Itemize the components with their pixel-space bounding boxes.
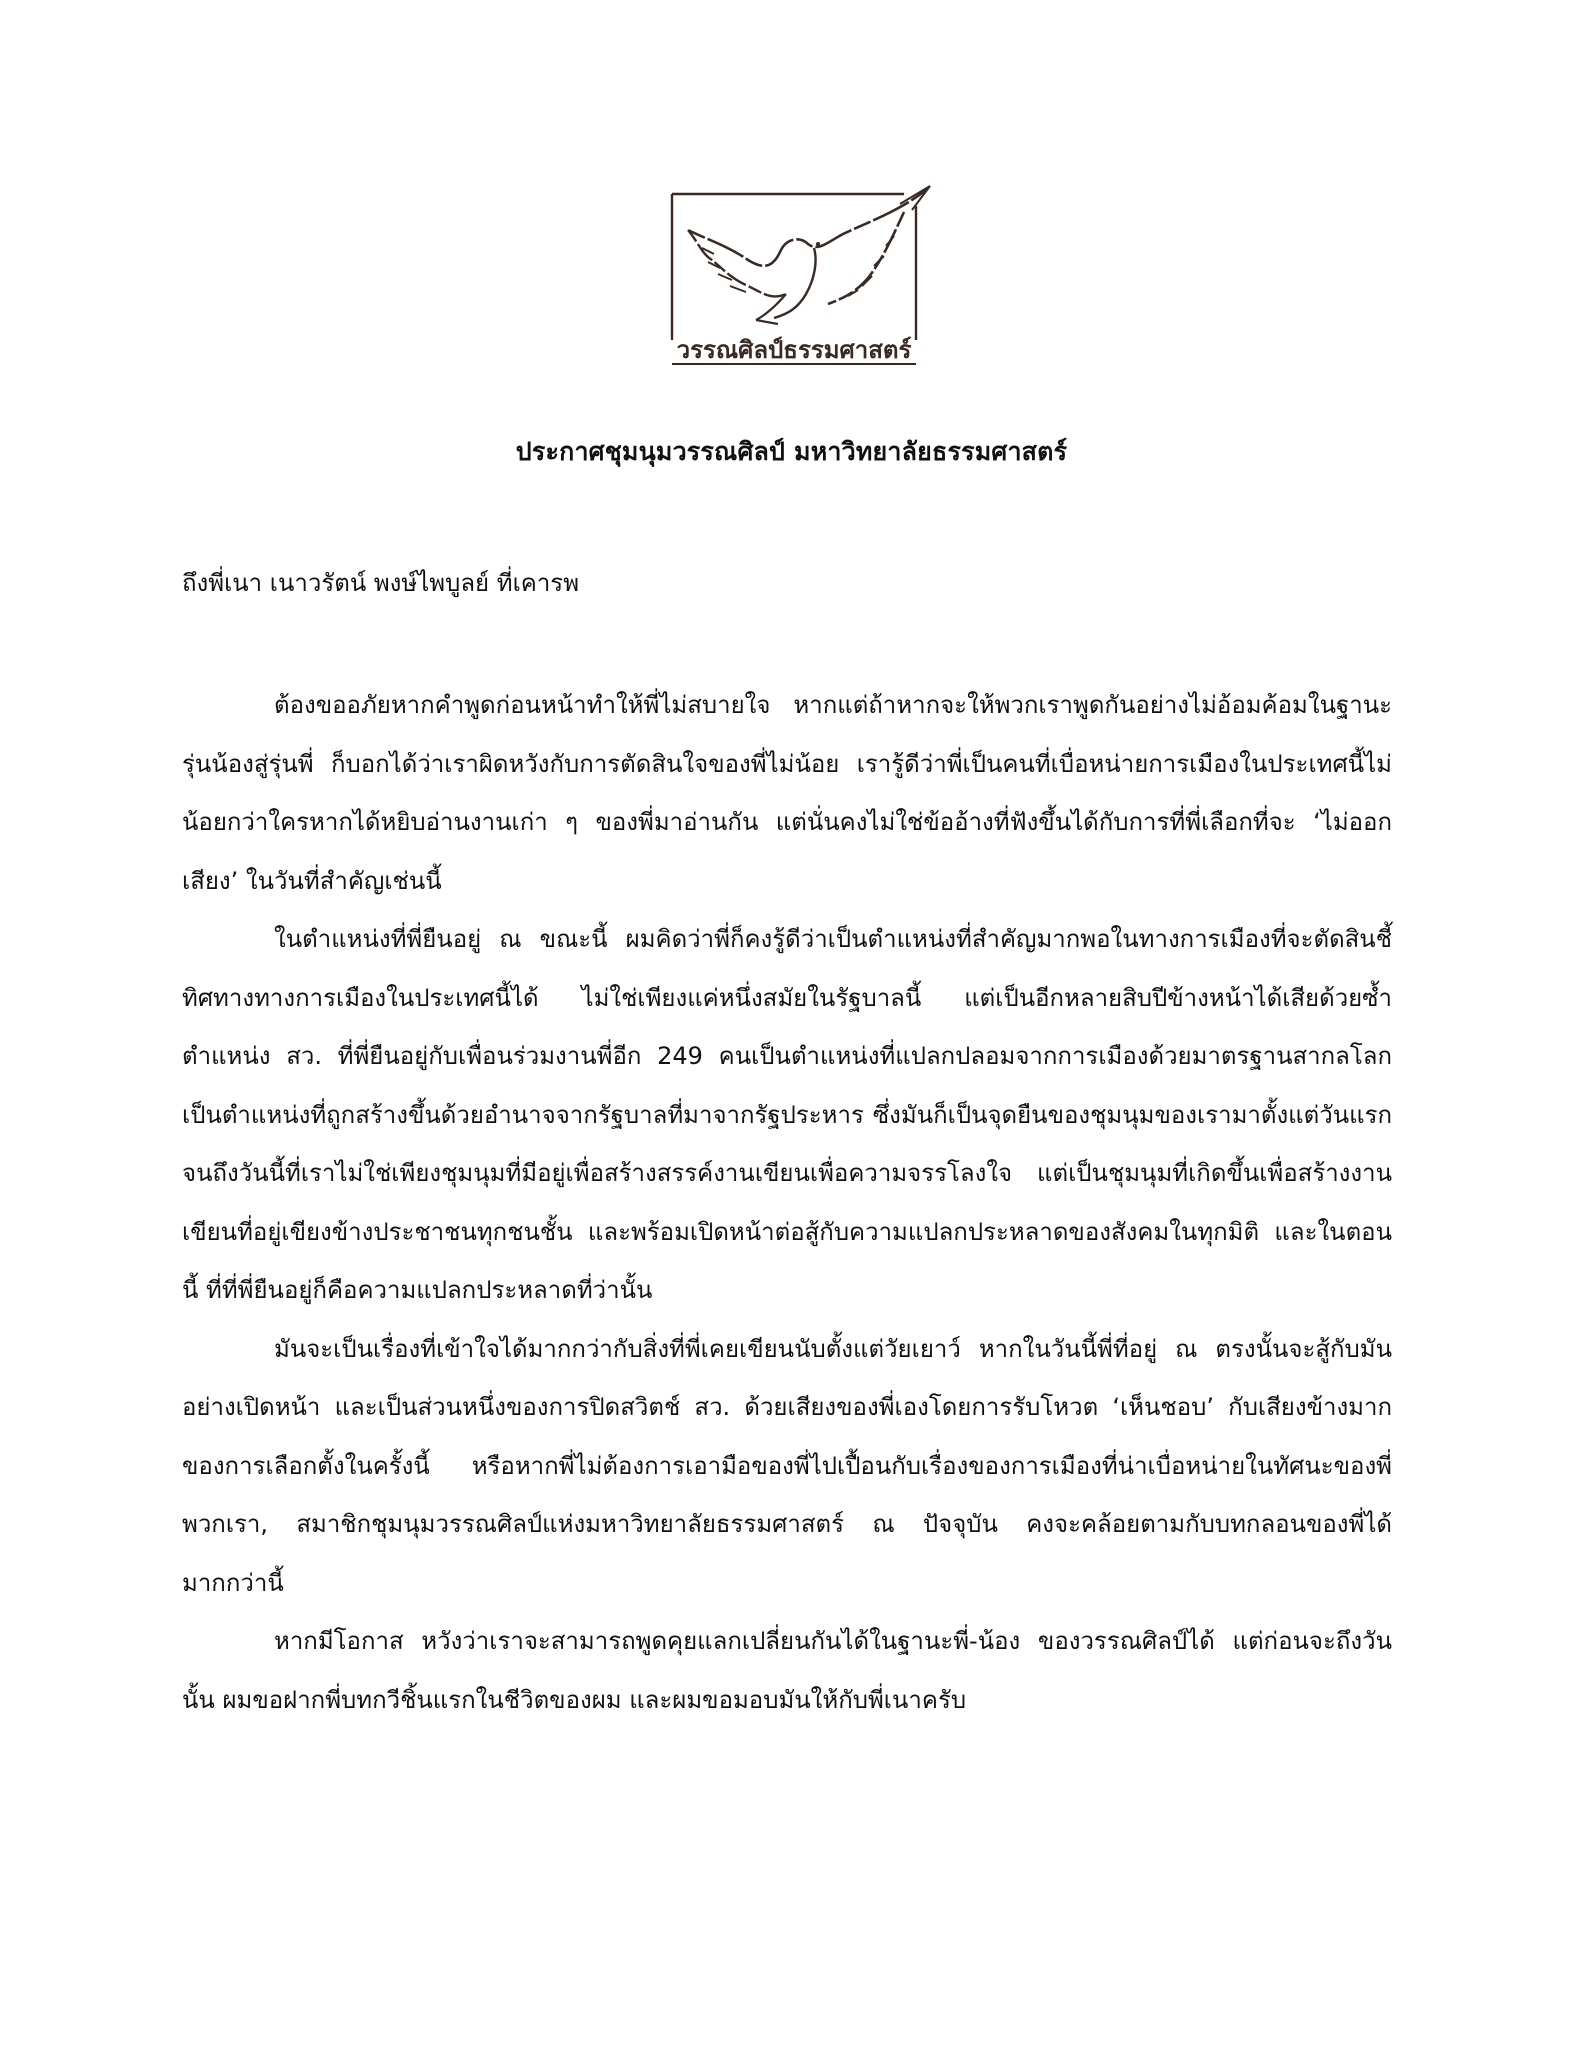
paragraph-1: ต้องขออภัยหากคำพูดก่อนหน้าทำให้พี่ไม่สบายใจ หากแต่ถ้าหากจะให้พวกเราพูดกันอย่างไม่อ้อมค้อมในฐานะรุ่นน้องสู่รุ่นพี่ ก็บอกได้ว่าเราผิดหวังกับการตัดสินใจของพี่ไม่น้อย เรารู้ดีว่าพี่เป็นคนที่เบื่อหน่ายการเมืองในประเทศนี้ไม่น้อยกว่าใครหากได้หยิบอ่านงานเก่า ๆ ของพี่มาอ่านกัน แต่นั่นคงไม่ใช่ข้ออ้างที่ฟังขึ้นได้กับการที่พี่เลือกที่จะ ‘ไม่ออกเสียง’ ในวันที่สำคัญเช่นนี้ (182, 691, 1392, 895)
dove-with-quill-icon (668, 182, 938, 378)
salutation: ถึงพี่เนา เนาวรัตน์ พงษ์ไพบูลย์ ที่เคารพ (182, 569, 580, 597)
letter-body (182, 676, 1392, 1729)
paragraph-2: ในตำแหน่งที่พี่ยืนอยู่ ณ ขณะนี้ ผมคิดว่าพี่ก็คงรู้ดีว่าเป็นตำแหน่งที่สำคัญมากพอในทางการเมืองที่จะตัดสินชี้ทิศทางทางการเมืองในประเทศนี้ได้ ไม่ใช่เพียงแค่หนึ่งสมัยในรัฐบาลนี้ แต่เป็นอีกหลายสิบปีข้างหน้าได้เสียด้วยซ้ำ ตำแหน่ง สว. ที่พี่ยืนอยู่กับเพื่อนร่วมงานพี่อีก 249 คนเป็นตำแหน่งที่แปลกปลอมจากการเมืองด้วยมาตรฐานสากลโลก เป็นตำแหน่งที่ถูกสร้างขึ้นด้วยอำนาจจากรัฐบาลที่มาจากรัฐประหาร ซึ่งมันก็เป็นจุดยืนของชุมนุมของเรามาตั้งแต่วันแรกจนถึงวันนี้ที่เราไม่ใช่เพียงชุมนุมที่มีอยู่เพื่อสร้างสรรค์งานเขียนเพื่อความจรรโลงใจ แต่เป็นชุมนุมที่เกิดขึ้นเพื่อสร้างงานเขียนที่อยู่เขียงข้างประชาชนทุกชนชั้น และพร้อมเปิดหน้าต่อสู้กับความแปลกประหลาดของสังคมในทุกมิติ และในตอนนี้ ที่ที่พี่ยืนอยู่ก็คือความแปลกประหลาดที่ว่านั้น (182, 925, 1392, 1304)
club-logo (668, 182, 938, 378)
paragraph-4: หากมีโอกาส หวังว่าเราจะสามารถพูดคุยแลกเปลี่ยนกันได้ในฐานะพี่-น้อง ของวรรณศิลป์ได้ แต่ก่อนจะถึงวันนั้น ผมขอฝากพี่บทกวีชิ้นแรกในชีวิตของผม และผมขอมอบมันให้กับพี่เนาครับ (182, 1627, 1392, 1714)
page-title: ประกาศชุมนุมวรรณศิลป์ มหาวิทยาลัยธรรมศาสตร์ (515, 437, 1068, 466)
svg-text:วรรณศิลป์ธรรมศาสตร์: วรรณศิลป์ธรรมศาสตร์ (676, 336, 912, 364)
paragraph-3: มันจะเป็นเรื่องที่เข้าใจได้มากกว่ากับสิ่งที่พี่เคยเขียนนับตั้งแต่วัยเยาว์ หากในวันนี้พี่ที่อยู่ ณ ตรงนั้นจะสู้กับมันอย่างเปิดหน้า และเป็นส่วนหนึ่งของการปิดสวิตช์ สว. ด้วยเสียงของพี่เองโดยการรับโหวต ‘เห็นชอบ’ กับเสียงข้างมากของการเลือกตั้งในครั้งนี้ หรือหากพี่ไม่ต้องการเอามือของพี่ไปเปื้อนกับเรื่องของการเมืองที่น่าเบื่อหน่ายในทัศนะของพี่ พวกเรา, สมาชิกชุมนุมวรรณศิลป์แห่งมหาวิทยาลัยธรรมศาสตร์ ณ ปัจจุบัน คงจะคล้อยตามกับบทกลอนของพี่ได้มากกว่านี้ (182, 1334, 1392, 1597)
